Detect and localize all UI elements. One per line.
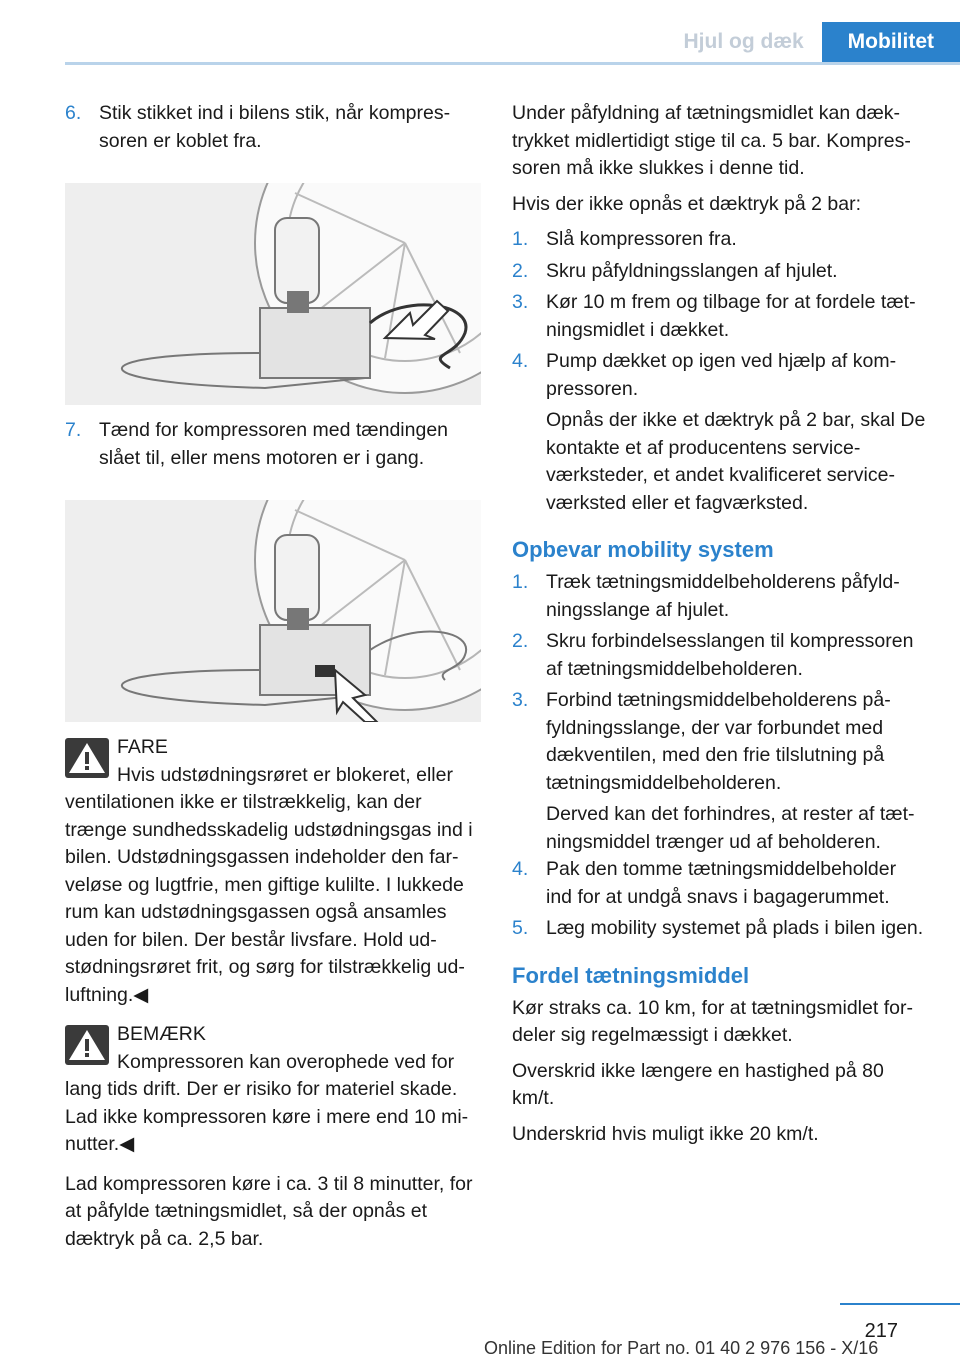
paragraph: Underskrid hvis muligt ikke 20 km/t. bbox=[512, 1121, 926, 1149]
warning-title: BEMÆRK bbox=[117, 1021, 481, 1049]
left-column bbox=[65, 100, 481, 1261]
section-heading-opbevar: Opbevar mobility system bbox=[512, 535, 926, 565]
pressure-steps-list bbox=[512, 226, 926, 517]
warning-body: Kompressoren kan overophede ved for lang tids drift. Der er risiko for materiel skade. Lad ikke kompressoren køre i mere end 10 mi‐nutter.◀ bbox=[65, 1049, 481, 1159]
list-item bbox=[512, 687, 926, 797]
list-item bbox=[512, 569, 926, 624]
edition-footer: Online Edition for Part no. 01 40 2 976 156 - X/16 bbox=[484, 1335, 878, 1363]
paragraph: Kør straks ca. 10 km, for at tætningsmidlet for‐deler sig regelmæssigt i dækket. bbox=[512, 995, 926, 1050]
warning-body: Hvis udstødningsrøret er blokeret, eller ventilationen ikke er tilstrækkelig, kan der trænge sundhedsskadelig udstødningsgas ind i bilen. Udstødningsgassen indeholder den far‐veløse og lugtfrie, men giftige kulilte. I lukkede rum kan udstødningsgassen også ansamles uden for bilen. Der består livsfare. Hold ud‐stødningsrøret frit, og sørg for tilstrækkelig ud‐luftning.◀ bbox=[65, 762, 481, 1010]
compressor-plug-drawing bbox=[65, 183, 481, 405]
compressor-plug-illustration bbox=[65, 183, 481, 405]
intro-condition: Hvis der ikke opnås et dæktryk på 2 bar: bbox=[512, 191, 926, 219]
step-7 bbox=[65, 417, 481, 472]
step-text: Skru påfyldningsslangen af hjulet. bbox=[546, 258, 926, 286]
step-text: Pump dækket op igen ved hjælp af kom‐pressoren. bbox=[546, 348, 926, 403]
compressor-switch-drawing bbox=[65, 500, 481, 722]
header-rule bbox=[65, 62, 960, 65]
storage-steps-list bbox=[512, 569, 926, 943]
list-item bbox=[512, 628, 926, 683]
step-number: 2. bbox=[512, 258, 546, 286]
step-text: Læg mobility systemet på plads i bilen igen. bbox=[546, 915, 926, 943]
list-item bbox=[512, 915, 926, 943]
step-number: 4. bbox=[512, 348, 546, 403]
list-item bbox=[512, 856, 926, 911]
step-number: 3. bbox=[512, 687, 546, 797]
step-text: Skru forbindelsesslangen til kompressoren af tætningsmiddelbeholderen. bbox=[546, 628, 926, 683]
header-tabs bbox=[666, 22, 960, 62]
intro-paragraph: Under påfyldning af tætningsmidlet kan dæk‐trykket midlertidigt stige til ca. 5 bar. Kompres‐soren må ikke slukkes i denne tid. bbox=[512, 100, 926, 183]
list-item bbox=[512, 289, 926, 344]
warning-triangle-icon bbox=[65, 1025, 109, 1065]
step-note: Derved kan det forhindres, at rester af tæt‐ningsmiddel trænger ud af beholderen. bbox=[546, 801, 926, 856]
step-number: 3. bbox=[512, 289, 546, 344]
step-text: Træk tætningsmiddelbeholderens påfyld‐ningsslange af hjulet. bbox=[546, 569, 926, 624]
list-item bbox=[512, 258, 926, 286]
right-column bbox=[512, 100, 926, 1156]
step-text: Pak den tomme tætningsmiddelbeholder ind for at undgå snavs i bagagerummet. bbox=[546, 856, 926, 911]
paragraph: Overskrid ikke længere en hastighed på 80 km/t. bbox=[512, 1058, 926, 1113]
compressor-switch-illustration bbox=[65, 500, 481, 722]
warning-fare bbox=[65, 734, 481, 1009]
warning-bemaerk bbox=[65, 1021, 481, 1159]
section-heading-fordel: Fordel tætningsmiddel bbox=[512, 961, 926, 991]
step-number: 6. bbox=[65, 100, 99, 155]
step-number: 4. bbox=[512, 856, 546, 911]
warning-triangle-icon bbox=[65, 738, 109, 778]
page-number: 217 bbox=[865, 1318, 898, 1346]
step-text: Slå kompressoren fra. bbox=[546, 226, 926, 254]
step-number: 2. bbox=[512, 628, 546, 683]
step-text: Forbind tætningsmiddelbeholderens på‐fyldningsslange, der var forbundet med dækventilen, med den frie tilslutning på tætningsmiddelbeholderen. bbox=[546, 687, 926, 797]
tab-hjul-og-daek[interactable]: Hjul og dæk bbox=[666, 22, 822, 62]
step-number: 1. bbox=[512, 569, 546, 624]
footer-rule bbox=[840, 1303, 960, 1305]
tab-mobilitet[interactable]: Mobilitet bbox=[822, 22, 960, 62]
step-text: Tænd for kompressoren med tændingen slået til, eller mens motoren er i gang. bbox=[99, 417, 481, 472]
step-note: Opnås der ikke et dæktryk på 2 bar, skal De kontakte et af producentens service‐værksteder, et andet kvalificeret service‐værksted eller et fagværksted. bbox=[546, 407, 926, 517]
step-number: 7. bbox=[65, 417, 99, 472]
list-item bbox=[512, 226, 926, 254]
closing-paragraph: Lad kompressoren køre i ca. 3 til 8 minutter, for at påfylde tætningsmidlet, så der opnås et dæktryk på ca. 2,5 bar. bbox=[65, 1171, 481, 1254]
step-number: 5. bbox=[512, 915, 546, 943]
list-item bbox=[512, 348, 926, 403]
warning-title: FARE bbox=[117, 734, 481, 762]
step-number: 1. bbox=[512, 226, 546, 254]
step-6 bbox=[65, 100, 481, 155]
step-text: Stik stikket ind i bilens stik, når kompres‐soren er koblet fra. bbox=[99, 100, 481, 155]
step-text: Kør 10 m frem og tilbage for at fordele tæt‐ningsmidlet i dækket. bbox=[546, 289, 926, 344]
